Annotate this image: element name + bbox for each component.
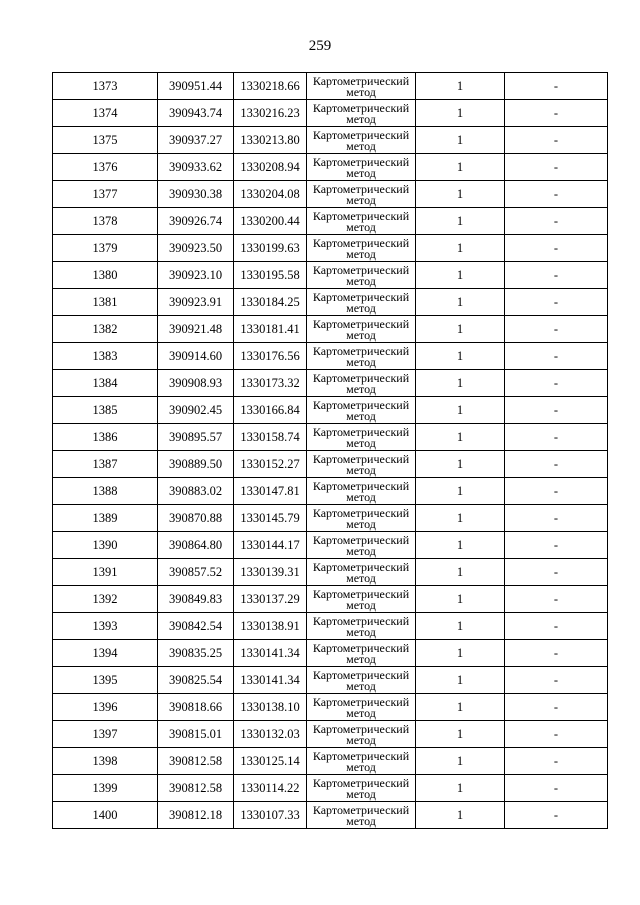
method-cell <box>307 262 416 289</box>
count-cell: 1 <box>416 235 505 262</box>
x-coordinate-cell: 390825.54 <box>158 667 234 694</box>
count-cell: 1 <box>416 640 505 667</box>
method-cell <box>307 235 416 262</box>
method-label: Картометрический метод <box>312 722 410 747</box>
count-cell: 1 <box>416 802 505 829</box>
method-cell <box>307 154 416 181</box>
point-number-cell: 1394 <box>53 640 158 667</box>
dash-cell: - <box>505 748 608 775</box>
coordinates-table <box>52 72 608 829</box>
x-coordinate-cell: 390933.62 <box>158 154 234 181</box>
dash-cell: - <box>505 127 608 154</box>
x-coordinate-cell: 390914.60 <box>158 343 234 370</box>
table-row <box>53 343 608 370</box>
point-number-cell: 1373 <box>53 73 158 100</box>
method-cell <box>307 667 416 694</box>
method-cell <box>307 316 416 343</box>
table-body <box>53 73 608 829</box>
count-cell: 1 <box>416 181 505 208</box>
count-cell: 1 <box>416 424 505 451</box>
count-cell: 1 <box>416 532 505 559</box>
x-coordinate-cell: 390902.45 <box>158 397 234 424</box>
table-row <box>53 100 608 127</box>
count-cell: 1 <box>416 775 505 802</box>
table-row <box>53 532 608 559</box>
x-coordinate-cell: 390815.01 <box>158 721 234 748</box>
count-cell: 1 <box>416 478 505 505</box>
method-label: Картометрический метод <box>312 587 410 612</box>
method-cell <box>307 451 416 478</box>
table-row <box>53 613 608 640</box>
method-label: Картометрический метод <box>312 506 410 531</box>
table-row <box>53 775 608 802</box>
y-coordinate-cell: 1330218.66 <box>234 73 307 100</box>
method-label: Картометрический метод <box>312 560 410 585</box>
x-coordinate-cell: 390864.80 <box>158 532 234 559</box>
x-coordinate-cell: 390923.10 <box>158 262 234 289</box>
x-coordinate-cell: 390812.18 <box>158 802 234 829</box>
y-coordinate-cell: 1330204.08 <box>234 181 307 208</box>
point-number-cell: 1395 <box>53 667 158 694</box>
method-label: Картометрический метод <box>312 668 410 693</box>
y-coordinate-cell: 1330181.41 <box>234 316 307 343</box>
count-cell: 1 <box>416 694 505 721</box>
table-row <box>53 424 608 451</box>
count-cell: 1 <box>416 397 505 424</box>
table-row <box>53 748 608 775</box>
dash-cell: - <box>505 73 608 100</box>
method-cell <box>307 343 416 370</box>
x-coordinate-cell: 390842.54 <box>158 613 234 640</box>
dash-cell: - <box>505 586 608 613</box>
method-cell <box>307 586 416 613</box>
x-coordinate-cell: 390923.91 <box>158 289 234 316</box>
dash-cell: - <box>505 613 608 640</box>
x-coordinate-cell: 390923.50 <box>158 235 234 262</box>
point-number-cell: 1393 <box>53 613 158 640</box>
count-cell: 1 <box>416 667 505 694</box>
x-coordinate-cell: 390818.66 <box>158 694 234 721</box>
method-cell <box>307 694 416 721</box>
x-coordinate-cell: 390926.74 <box>158 208 234 235</box>
dash-cell: - <box>505 154 608 181</box>
point-number-cell: 1375 <box>53 127 158 154</box>
count-cell: 1 <box>416 316 505 343</box>
y-coordinate-cell: 1330125.14 <box>234 748 307 775</box>
count-cell: 1 <box>416 613 505 640</box>
x-coordinate-cell: 390951.44 <box>158 73 234 100</box>
y-coordinate-cell: 1330141.34 <box>234 640 307 667</box>
dash-cell: - <box>505 775 608 802</box>
y-coordinate-cell: 1330173.32 <box>234 370 307 397</box>
point-number-cell: 1399 <box>53 775 158 802</box>
method-label: Картометрический метод <box>312 101 410 126</box>
point-number-cell: 1392 <box>53 586 158 613</box>
method-cell <box>307 802 416 829</box>
dash-cell: - <box>505 235 608 262</box>
dash-cell: - <box>505 343 608 370</box>
dash-cell: - <box>505 424 608 451</box>
point-number-cell: 1380 <box>53 262 158 289</box>
count-cell: 1 <box>416 505 505 532</box>
point-number-cell: 1398 <box>53 748 158 775</box>
table-row <box>53 694 608 721</box>
x-coordinate-cell: 390921.48 <box>158 316 234 343</box>
table-row <box>53 397 608 424</box>
method-label: Картометрический метод <box>312 479 410 504</box>
point-number-cell: 1396 <box>53 694 158 721</box>
dash-cell: - <box>505 505 608 532</box>
point-number-cell: 1377 <box>53 181 158 208</box>
point-number-cell: 1397 <box>53 721 158 748</box>
dash-cell: - <box>505 100 608 127</box>
y-coordinate-cell: 1330176.56 <box>234 343 307 370</box>
table-row <box>53 289 608 316</box>
table-row <box>53 262 608 289</box>
x-coordinate-cell: 390835.25 <box>158 640 234 667</box>
count-cell: 1 <box>416 73 505 100</box>
point-number-cell: 1374 <box>53 100 158 127</box>
y-coordinate-cell: 1330158.74 <box>234 424 307 451</box>
y-coordinate-cell: 1330200.44 <box>234 208 307 235</box>
method-cell <box>307 640 416 667</box>
method-cell <box>307 424 416 451</box>
dash-cell: - <box>505 316 608 343</box>
x-coordinate-cell: 390895.57 <box>158 424 234 451</box>
table-row <box>53 235 608 262</box>
dash-cell: - <box>505 667 608 694</box>
table-row <box>53 802 608 829</box>
point-number-cell: 1385 <box>53 397 158 424</box>
method-label: Картометрический метод <box>312 533 410 558</box>
table-row <box>53 316 608 343</box>
method-cell <box>307 559 416 586</box>
x-coordinate-cell: 390943.74 <box>158 100 234 127</box>
y-coordinate-cell: 1330199.63 <box>234 235 307 262</box>
method-label: Картометрический метод <box>312 695 410 720</box>
y-coordinate-cell: 1330195.58 <box>234 262 307 289</box>
dash-cell: - <box>505 721 608 748</box>
x-coordinate-cell: 390883.02 <box>158 478 234 505</box>
dash-cell: - <box>505 181 608 208</box>
y-coordinate-cell: 1330208.94 <box>234 154 307 181</box>
count-cell: 1 <box>416 343 505 370</box>
dash-cell: - <box>505 262 608 289</box>
method-cell <box>307 532 416 559</box>
y-coordinate-cell: 1330216.23 <box>234 100 307 127</box>
table-row <box>53 640 608 667</box>
y-coordinate-cell: 1330152.27 <box>234 451 307 478</box>
point-number-cell: 1391 <box>53 559 158 586</box>
method-cell <box>307 748 416 775</box>
method-label: Картометрический метод <box>312 209 410 234</box>
table-row <box>53 127 608 154</box>
count-cell: 1 <box>416 100 505 127</box>
count-cell: 1 <box>416 370 505 397</box>
point-number-cell: 1378 <box>53 208 158 235</box>
table-row <box>53 505 608 532</box>
method-cell <box>307 478 416 505</box>
method-cell <box>307 775 416 802</box>
method-label: Картометрический метод <box>312 371 410 396</box>
dash-cell: - <box>505 532 608 559</box>
method-label: Картометрический метод <box>312 614 410 639</box>
method-cell <box>307 613 416 640</box>
table-row <box>53 451 608 478</box>
table-row <box>53 370 608 397</box>
x-coordinate-cell: 390930.38 <box>158 181 234 208</box>
y-coordinate-cell: 1330145.79 <box>234 505 307 532</box>
method-label: Картометрический метод <box>312 398 410 423</box>
y-coordinate-cell: 1330184.25 <box>234 289 307 316</box>
method-label: Картометрический метод <box>312 290 410 315</box>
x-coordinate-cell: 390812.58 <box>158 748 234 775</box>
method-cell <box>307 397 416 424</box>
dash-cell: - <box>505 289 608 316</box>
y-coordinate-cell: 1330107.33 <box>234 802 307 829</box>
method-label: Картометрический метод <box>312 641 410 666</box>
x-coordinate-cell: 390849.83 <box>158 586 234 613</box>
dash-cell: - <box>505 370 608 397</box>
table-row <box>53 181 608 208</box>
y-coordinate-cell: 1330137.29 <box>234 586 307 613</box>
table-row <box>53 559 608 586</box>
method-label: Картометрический метод <box>312 128 410 153</box>
table-row <box>53 478 608 505</box>
x-coordinate-cell: 390870.88 <box>158 505 234 532</box>
x-coordinate-cell: 390889.50 <box>158 451 234 478</box>
x-coordinate-cell: 390857.52 <box>158 559 234 586</box>
dash-cell: - <box>505 397 608 424</box>
method-label: Картометрический метод <box>312 749 410 774</box>
y-coordinate-cell: 1330132.03 <box>234 721 307 748</box>
y-coordinate-cell: 1330147.81 <box>234 478 307 505</box>
count-cell: 1 <box>416 208 505 235</box>
method-label: Картометрический метод <box>312 263 410 288</box>
method-label: Картометрический метод <box>312 452 410 477</box>
method-label: Картометрический метод <box>312 776 410 801</box>
y-coordinate-cell: 1330138.91 <box>234 613 307 640</box>
method-label: Картометрический метод <box>312 182 410 207</box>
y-coordinate-cell: 1330144.17 <box>234 532 307 559</box>
dash-cell: - <box>505 478 608 505</box>
table-row <box>53 154 608 181</box>
x-coordinate-cell: 390812.58 <box>158 775 234 802</box>
method-cell <box>307 721 416 748</box>
method-cell <box>307 181 416 208</box>
method-label: Картометрический метод <box>312 155 410 180</box>
dash-cell: - <box>505 694 608 721</box>
table-row <box>53 721 608 748</box>
method-cell <box>307 505 416 532</box>
x-coordinate-cell: 390908.93 <box>158 370 234 397</box>
x-coordinate-cell: 390937.27 <box>158 127 234 154</box>
method-cell <box>307 127 416 154</box>
y-coordinate-cell: 1330141.34 <box>234 667 307 694</box>
method-cell <box>307 370 416 397</box>
page-number: 259 <box>308 38 332 54</box>
y-coordinate-cell: 1330138.10 <box>234 694 307 721</box>
point-number-cell: 1386 <box>53 424 158 451</box>
y-coordinate-cell: 1330166.84 <box>234 397 307 424</box>
dash-cell: - <box>505 640 608 667</box>
count-cell: 1 <box>416 289 505 316</box>
point-number-cell: 1388 <box>53 478 158 505</box>
point-number-cell: 1384 <box>53 370 158 397</box>
count-cell: 1 <box>416 721 505 748</box>
point-number-cell: 1389 <box>53 505 158 532</box>
method-label: Картометрический метод <box>312 74 410 99</box>
count-cell: 1 <box>416 127 505 154</box>
y-coordinate-cell: 1330139.31 <box>234 559 307 586</box>
method-label: Картометрический метод <box>312 803 410 828</box>
dash-cell: - <box>505 451 608 478</box>
point-number-cell: 1376 <box>53 154 158 181</box>
method-cell <box>307 100 416 127</box>
count-cell: 1 <box>416 154 505 181</box>
table-row <box>53 586 608 613</box>
point-number-cell: 1382 <box>53 316 158 343</box>
count-cell: 1 <box>416 748 505 775</box>
point-number-cell: 1400 <box>53 802 158 829</box>
dash-cell: - <box>505 559 608 586</box>
method-label: Картометрический метод <box>312 236 410 261</box>
dash-cell: - <box>505 208 608 235</box>
count-cell: 1 <box>416 262 505 289</box>
count-cell: 1 <box>416 451 505 478</box>
method-cell <box>307 73 416 100</box>
method-label: Картометрический метод <box>312 317 410 342</box>
dash-cell: - <box>505 802 608 829</box>
point-number-cell: 1387 <box>53 451 158 478</box>
count-cell: 1 <box>416 559 505 586</box>
point-number-cell: 1379 <box>53 235 158 262</box>
method-cell <box>307 208 416 235</box>
y-coordinate-cell: 1330213.80 <box>234 127 307 154</box>
table-row <box>53 667 608 694</box>
point-number-cell: 1383 <box>53 343 158 370</box>
method-cell <box>307 289 416 316</box>
y-coordinate-cell: 1330114.22 <box>234 775 307 802</box>
table-row <box>53 208 608 235</box>
table-row <box>53 73 608 100</box>
point-number-cell: 1381 <box>53 289 158 316</box>
count-cell: 1 <box>416 586 505 613</box>
method-label: Картометрический метод <box>312 344 410 369</box>
point-number-cell: 1390 <box>53 532 158 559</box>
method-label: Картометрический метод <box>312 425 410 450</box>
